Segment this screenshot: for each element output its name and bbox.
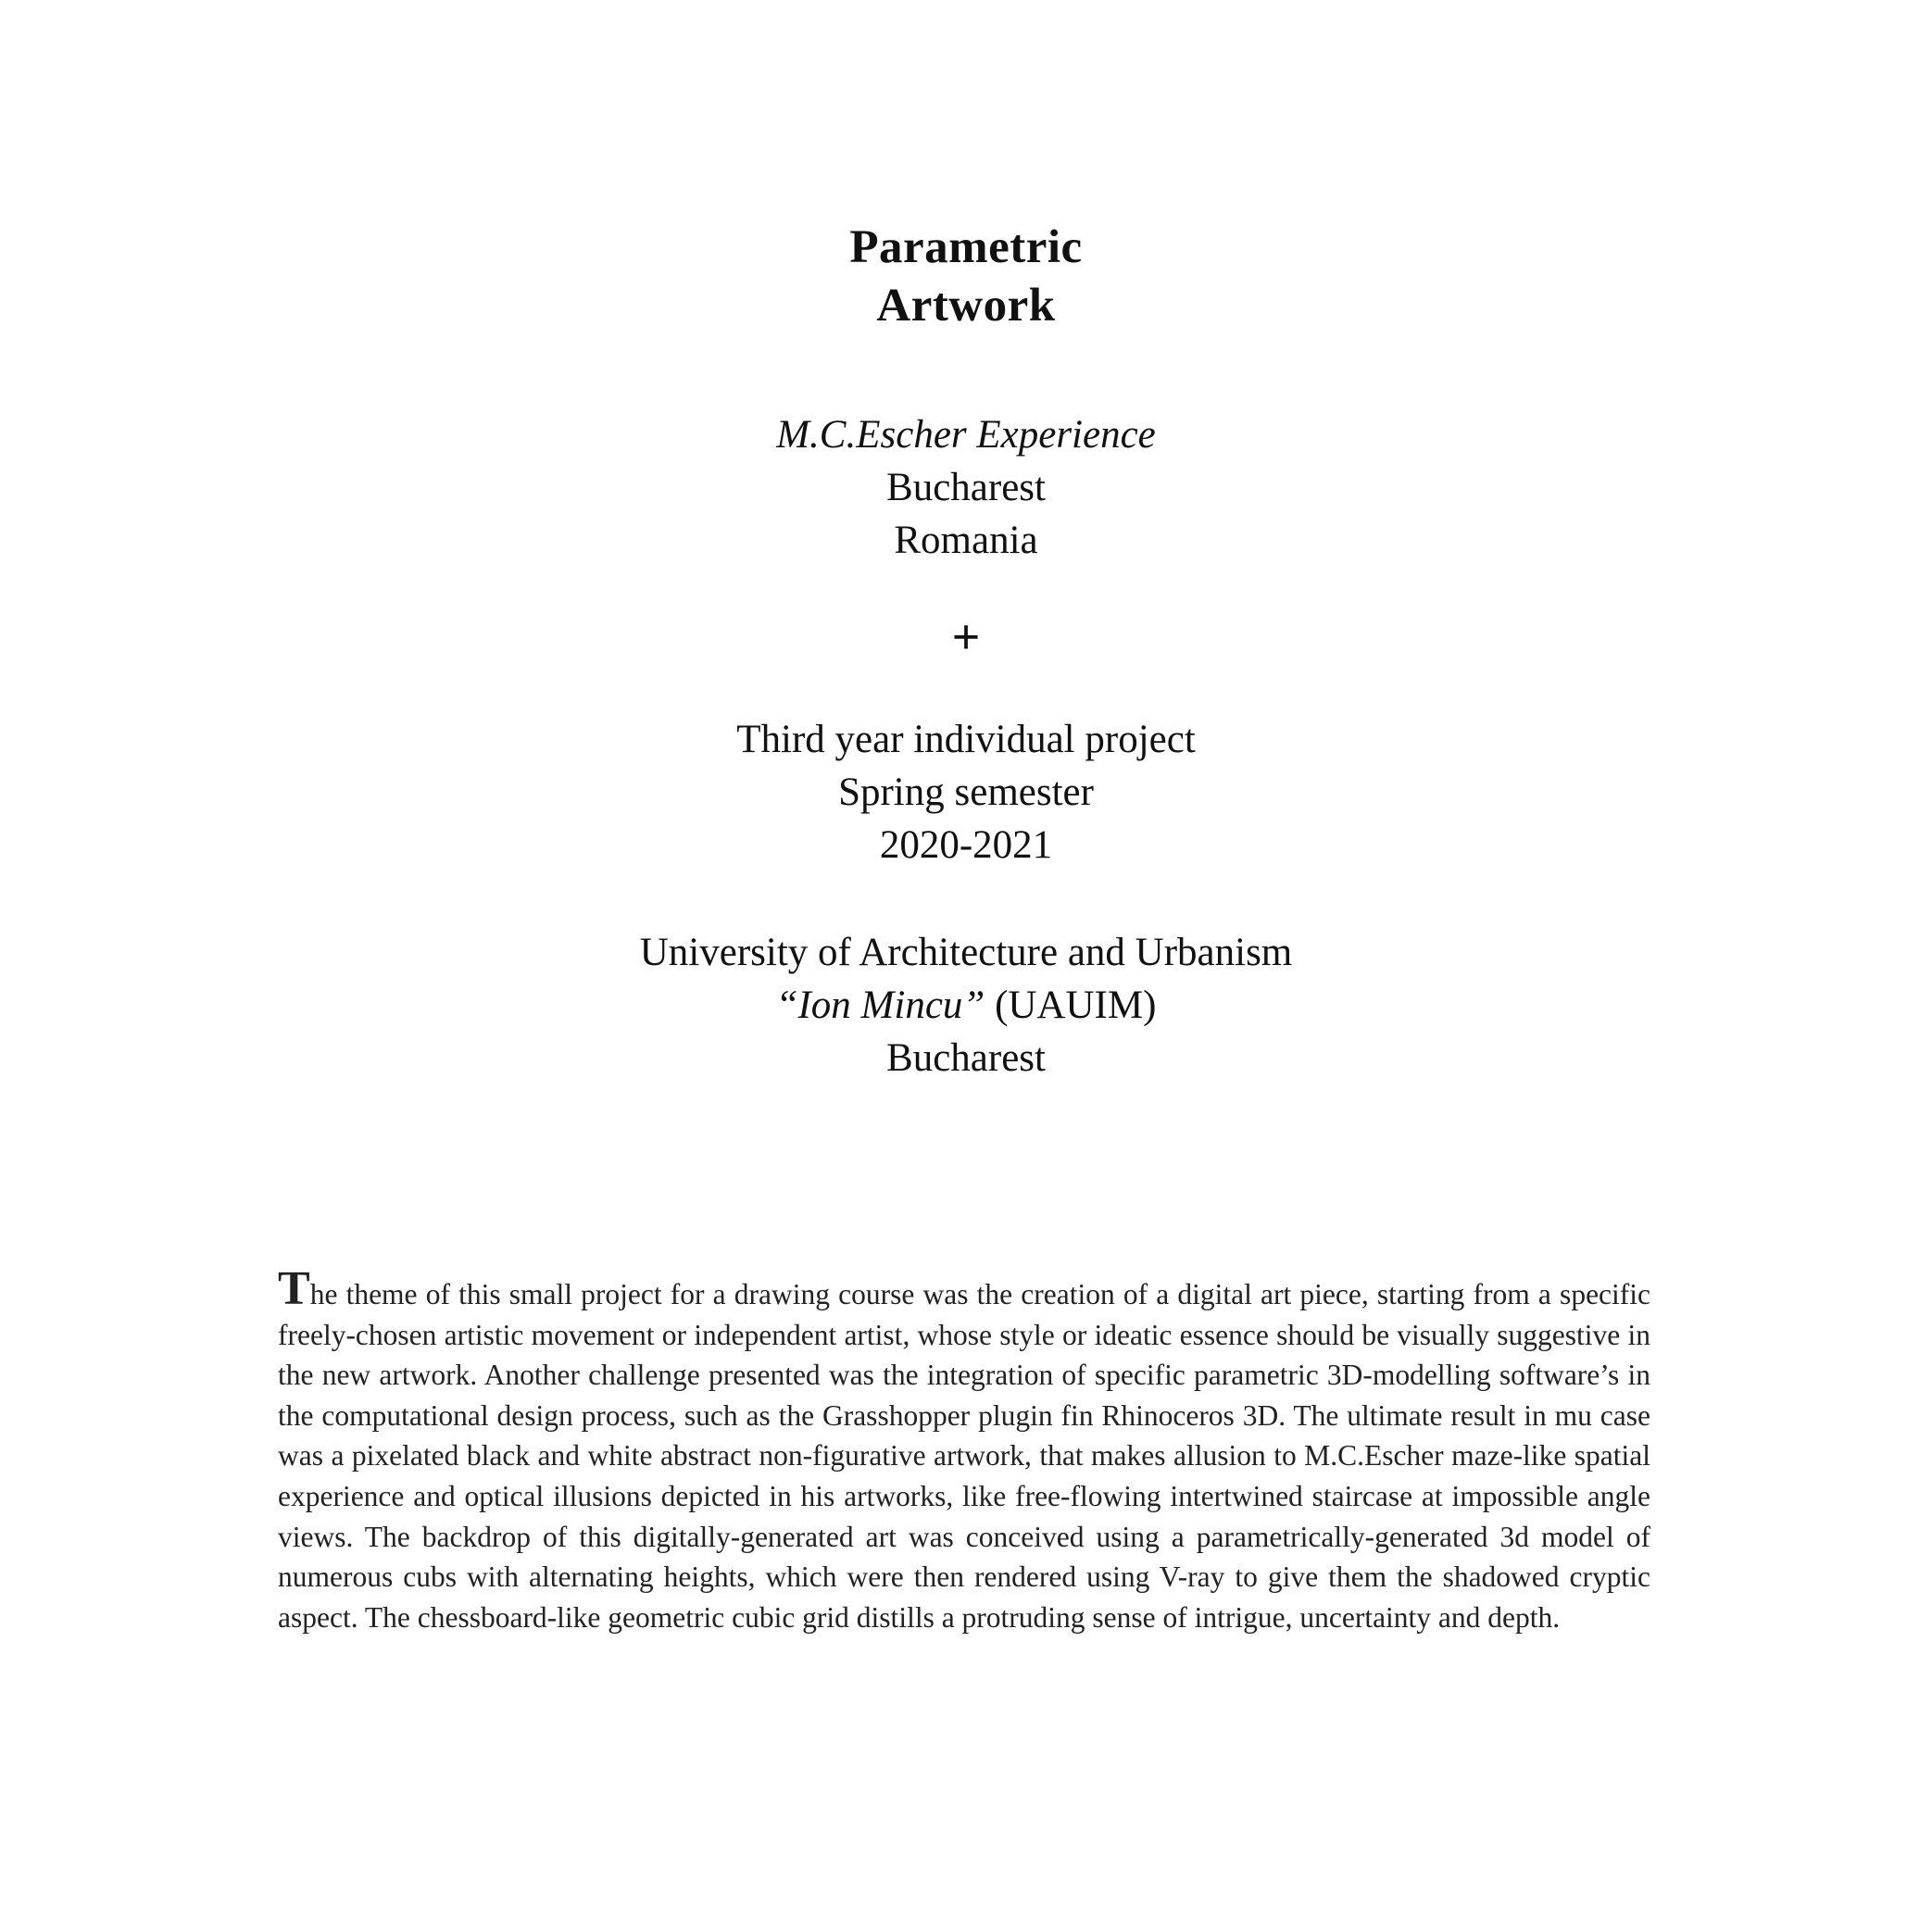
project-type: Third year individual project — [736, 718, 1196, 761]
subject-name: M.C.Escher Experience — [776, 413, 1156, 457]
subject-country: Romania — [894, 519, 1038, 562]
description-dropcap: T — [278, 1262, 310, 1315]
university-abbreviation: (UAUIM) — [995, 984, 1157, 1027]
project-years: 2020-2021 — [879, 823, 1053, 867]
subject-block — [0, 408, 1932, 567]
university-city: Bucharest — [886, 1036, 1046, 1080]
title-block — [0, 219, 1932, 335]
university-line-2 — [0, 979, 1932, 1032]
description-text: he theme of this small project for a drawing course was the creation of a digital art piece, starting from a specific freely-chosen artistic movement or independent artist, whose style or ideatic essence should be visually suggestive in the new artwork. Another challenge presented was the integration of specific parametric 3D-modelling software’s in the computational design process, such as the Grasshopper plugin fin Rhinoceros 3D. The ultimate result in mu case was a pixelated black and white abstract non-figurative artwork, that makes allusion to M.C.Escher maze-like spatial experience and optical illusions depicted in his artworks, like free-flowing intertwined staircase at impossible angle views. The backdrop of this digitally-generated art was conceived using a parametrically-generated 3d model of numerous cubs with alternating heights, which were then rendered using V-ray to give them the shadowed cryptic aspect. The chessboard-like geometric cubic grid distills a protruding sense of intrigue, uncertainty and depth. — [278, 1278, 1650, 1634]
subject-city: Bucharest — [886, 466, 1046, 509]
university-quote-name: “Ion Mincu” — [775, 984, 985, 1027]
title-line-2: Artwork — [876, 280, 1056, 332]
university-block — [0, 926, 1932, 1084]
description-paragraph — [278, 1262, 1650, 1637]
title-line-1: Parametric — [849, 221, 1083, 273]
plus-separator: + — [951, 609, 981, 665]
project-block — [0, 713, 1932, 871]
university-name: University of Architecture and Urbanism — [639, 931, 1293, 974]
project-semester: Spring semester — [838, 771, 1094, 814]
